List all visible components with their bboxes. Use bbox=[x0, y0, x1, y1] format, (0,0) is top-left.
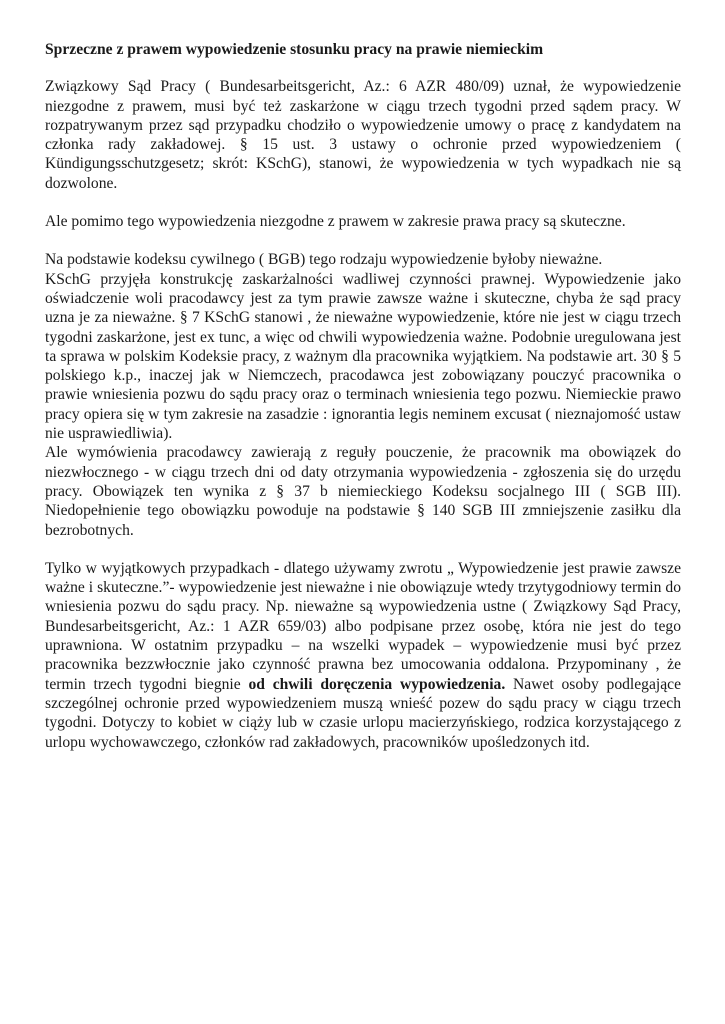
paragraph-kschg-construction: KSchG przyjęła konstrukcję zaskarżalności wadliwej czynności prawnej. Wypowiedzenie jako oświadczenie woli pracodawcy jest za tym prawie zawsze ważne i skuteczne, chyba że sąd pracy uzna je za nieważne. § 7 KSchG stanowi , że nieważne wypowiedzenie, które nie jest w ciągu trzech tygodni zaskarżone, jest ex tunc, a więc od chwili wypowiedzenia ważne. Podobnie uregulowana jest ta sprawa w polskim Kodeksie pracy, z ważnym dla pracownika wyjątkiem. Na podstawie art. 30 § 5 polskiego k.p., inaczej jak w Niemczech, pracodawca jest zobowiązany pouczyć pracownika o prawie wniesienia pozwu do sądu pracy oraz o terminach wniesienia tego pozwu. Niemieckie prawo pracy opiera się w tym zakresie na zasadzie : ignorantia legis neminem excusat ( nieznajomość ustaw nie usprawiedliwia). bbox=[45, 270, 681, 443]
paragraph-exceptions bbox=[45, 559, 681, 752]
paragraph-exceptions-text-2: Nawet osoby podlegające szczególnej ochronie przed wypowiedzeniem muszą wnieść pozew do sądu pracy w ciągu trzech tygodni. Dotyczy to kobiet w ciąży lub w czasie urlopu macierzyńskiego, rodzica korzystającego z urlopu wychowawczego, członków rad zakładowych, pracowników upośledzonych itd. bbox=[45, 675, 681, 751]
paragraph-effectiveness: Ale pomimo tego wypowiedzenia niezgodne z prawem w zakresie prawa pracy są skuteczne. bbox=[45, 213, 626, 231]
paragraph-exceptions-bold: od chwili doręczenia wypowiedzenia. bbox=[248, 675, 506, 693]
document-page bbox=[45, 40, 681, 752]
paragraph-labor-office-duty: Ale wymówienia pracodawcy zawierają z reguły pouczenie, że pracownik ma obowiązek do niezwłocznego - w ciągu trzech dni od daty otrzymania wypowiedzenia - zgłoszenia się do urzędu pracy. Obowiązek ten wynika z § 37 b niemieckiego Kodeksu socjalnego III ( SGB III). Niedopełnienie tego obowiązku powoduje na podstawie § 140 SGB III zmniejszenie zasiłku dla bezrobotnych. bbox=[45, 444, 681, 539]
paragraph-exceptions-text-1: Tylko w wyjątkowych przypadkach - dlatego używamy zwrotu „ Wypowiedzenie jest prawie zawsze ważne i skuteczne.”- wypowiedzenie jest nieważne i nie obowiązuje wtedy trzytygodniowy termin do wniesienia pozwu do sądu pracy. Np. nieważne są wypowiedzenia ustne ( Związkowy Sąd Pracy, Bundesarbeitsgericht, Az.: 1 AZR 659/03) albo podpisane przez osobę, która nie jest do tego uprawniona. W ostatnim przypadku – na wszelki wypadek – wypowiedzenie musi być przez pracownika bezzwłocznie jako czynność prawna bez umocowania oddalona. Przypominany , że termin trzech tygodni biegnie bbox=[45, 559, 681, 693]
document-title: Sprzeczne z prawem wypowiedzenie stosunku pracy na prawie niemieckim bbox=[45, 41, 544, 58]
paragraph-block-bgb bbox=[45, 250, 681, 539]
paragraph-bgb-line: Na podstawie kodeksu cywilnego ( BGB) tego rodzaju wypowiedzenie byłoby nieważne. bbox=[45, 251, 603, 269]
paragraph-court-ruling: Związkowy Sąd Pracy ( Bundesarbeitsgericht, Az.: 6 AZR 480/09) uznał, że wypowiedzenie niezgodne z prawem, musi być też zaskarżone w ciągu trzech tygodni przed sądem pracy. W rozpatrywanym przez sąd przypadku chodziło o wypowiedzenie umowy o pracę z kandydatem na członka rady zakładowej. § 15 ust. 3 ustawy o ochronie przed wypowiedzeniem ( Kündigungsschutzgesetz; skrót: KSchG), stanowi, że wypowiedzenia w tych wypadkach nie są dozwolone. bbox=[45, 78, 681, 192]
